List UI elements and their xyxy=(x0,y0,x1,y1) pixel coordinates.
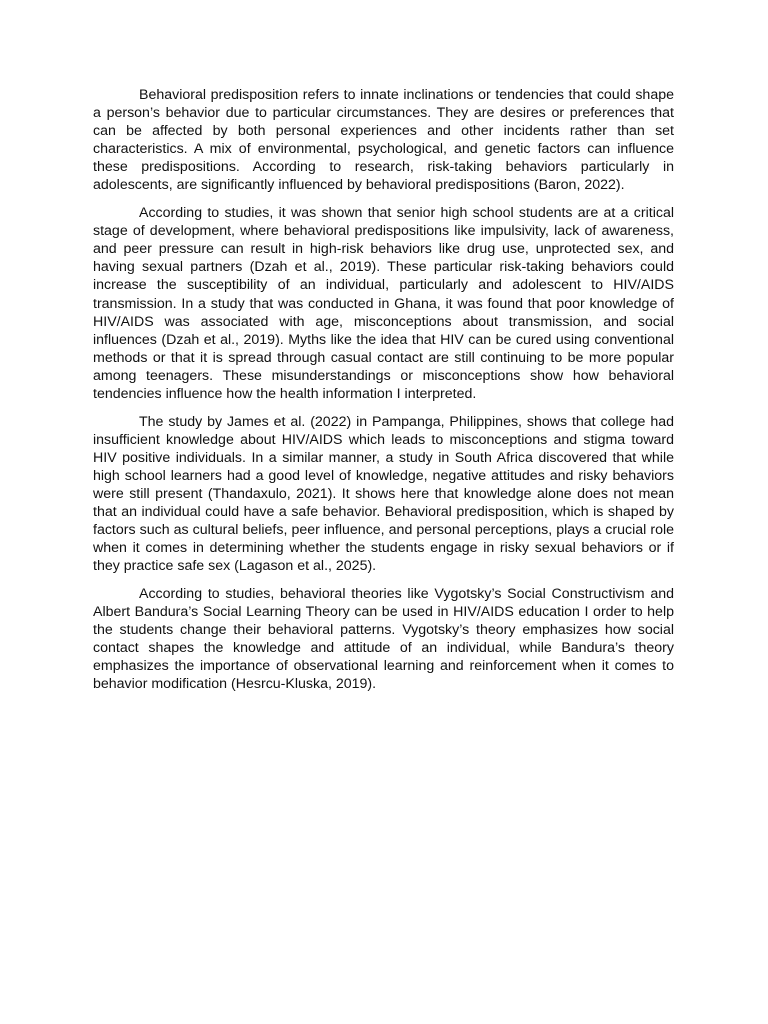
paragraph-pampanga-study: The study by James et al. (2022) in Pampanga, Philippines, shows that college had insufficient knowledge about HIV/AIDS which leads to misconceptions and stigma toward HIV positive individuals. In a similar manner, a study in South Africa discovered that while high school learners had a good level of knowledge, negative attitudes and risky behaviors were still present (Thandaxulo, 2021). It shows here that knowledge alone does not mean that an individual could have a safe behavior. Behavioral predisposition, which is shaped by factors such as cultural beliefs, peer influence, and personal perceptions, plays a crucial role when it comes in determining whether the students engage in risky sexual behaviors or if they practice safe sex (Lagason et al., 2025). xyxy=(93,413,674,575)
paragraph-senior-high-risk-behaviors: According to studies, it was shown that senior high school students are at a critical stage of development, where behavioral predispositions like impulsivity, lack of awareness, and peer pressure can result in high-risk behaviors like drug use, unprotected sex, and having sexual partners (Dzah et al., 2019). These particular risk-taking behaviors could increase the susceptibility of an individual, particularly and adolescent to HIV/AIDS transmission. In a study that was conducted in Ghana, it was found that poor knowledge of HIV/AIDS was associated with age, misconceptions about transmission, and social influences (Dzah et al., 2019). Myths like the idea that HIV can be cured using conventional methods or that it is spread through casual contact are still continuing to be more popular among teenagers. These misunderstandings or misconceptions show how behavioral tendencies influence how the health information I interpreted. xyxy=(93,205,674,402)
paragraph-behavioral-predisposition: Behavioral predisposition refers to innate inclinations or tendencies that could shape a person’s behavior due to particular circumstances. They are desires or preferences that can be affected by both personal experiences and other incidents rather than set characteristics. A mix of environmental, psychological, and genetic factors can influence these predispositions. According to research, risk-taking behaviors particularly in adolescents, are significantly influenced by behavioral predispositions (Baron, 2022). xyxy=(93,87,674,194)
document-body xyxy=(93,86,674,704)
paragraph-behavioral-theories: According to studies, behavioral theories like Vygotsky’s Social Constructivism and Albert Bandura’s Social Learning Theory can be used in HIV/AIDS education I order to help the students change their behavioral patterns. Vygotsky’s theory emphasizes how social contact shapes the knowledge and attitude of an individual, while Bandura’s theory emphasizes the importance of observational learning and reinforcement when it comes to behavior modification (Hesrcu-Kluska, 2019). xyxy=(93,586,674,693)
